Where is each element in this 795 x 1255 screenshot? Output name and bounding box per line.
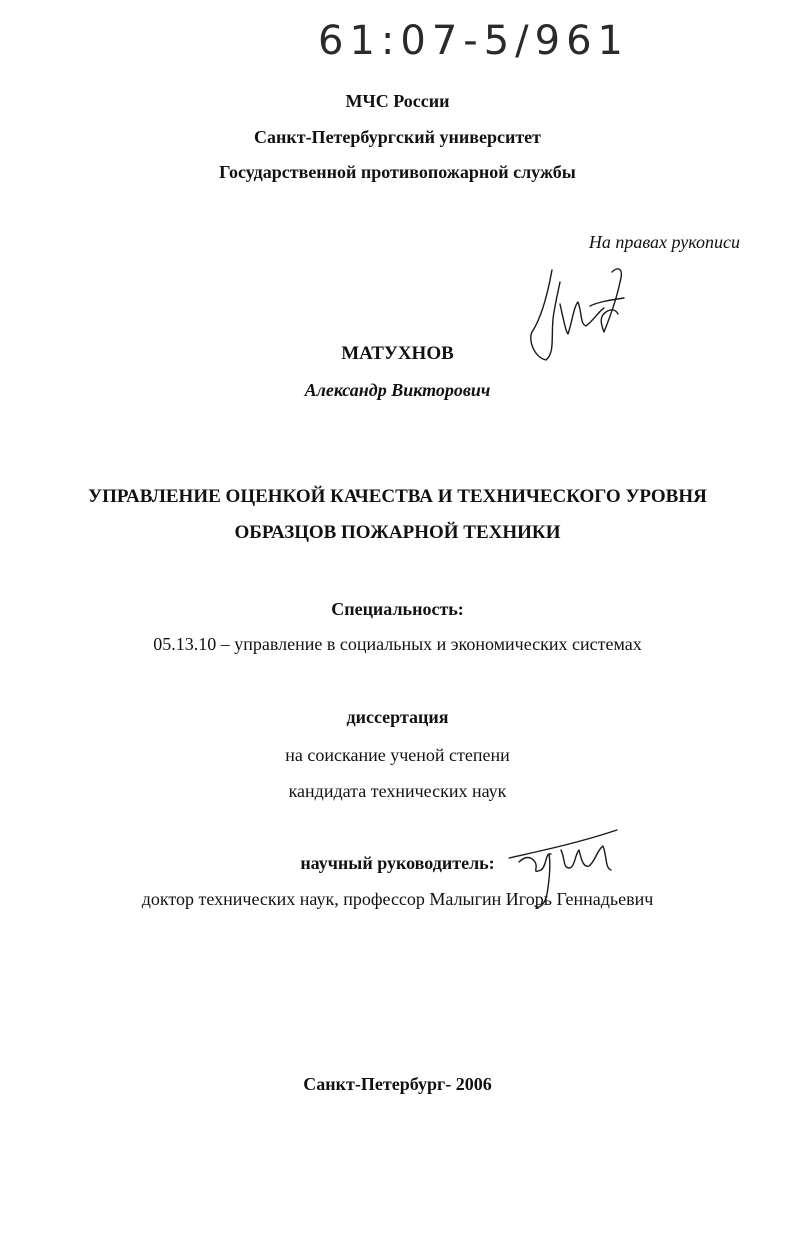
author-name: Александр Викторович (304, 380, 491, 400)
degree-line-1: на соискание ученой степени (285, 745, 510, 765)
archive-code: 61:07-5/961 (318, 18, 629, 64)
author-surname: МАТУХНОВ (341, 343, 454, 364)
header-service: Государственной противопожарной службы (219, 162, 576, 182)
specialty-value: 05.13.10 – управление в социальных и экономических системах (153, 634, 642, 654)
city-year: Санкт-Петербург- 2006 (303, 1074, 492, 1094)
degree-line-2: кандидата технических наук (288, 781, 507, 801)
dissertation-title-line-1: УПРАВЛЕНИЕ ОЦЕНКОЙ КАЧЕСТВА И ТЕХНИЧЕСКОГО УРОВНЯ (88, 486, 707, 507)
dissertation-title-line-2: ОБРАЗЦОВ ПОЖАРНОЙ ТЕХНИКИ (234, 522, 561, 543)
specialty-label: Специальность: (331, 599, 464, 619)
degree-type: диссертация (346, 707, 449, 727)
supervisor-value: доктор технических наук, профессор Малыгин Игорь Геннадьевич (141, 889, 654, 909)
manuscript-note: На правах рукописи (588, 232, 740, 252)
header-university: Санкт-Петербургский университет (253, 127, 541, 147)
supervisor-label: научный руководитель: (300, 853, 495, 873)
header-ministry: МЧС России (345, 91, 450, 111)
